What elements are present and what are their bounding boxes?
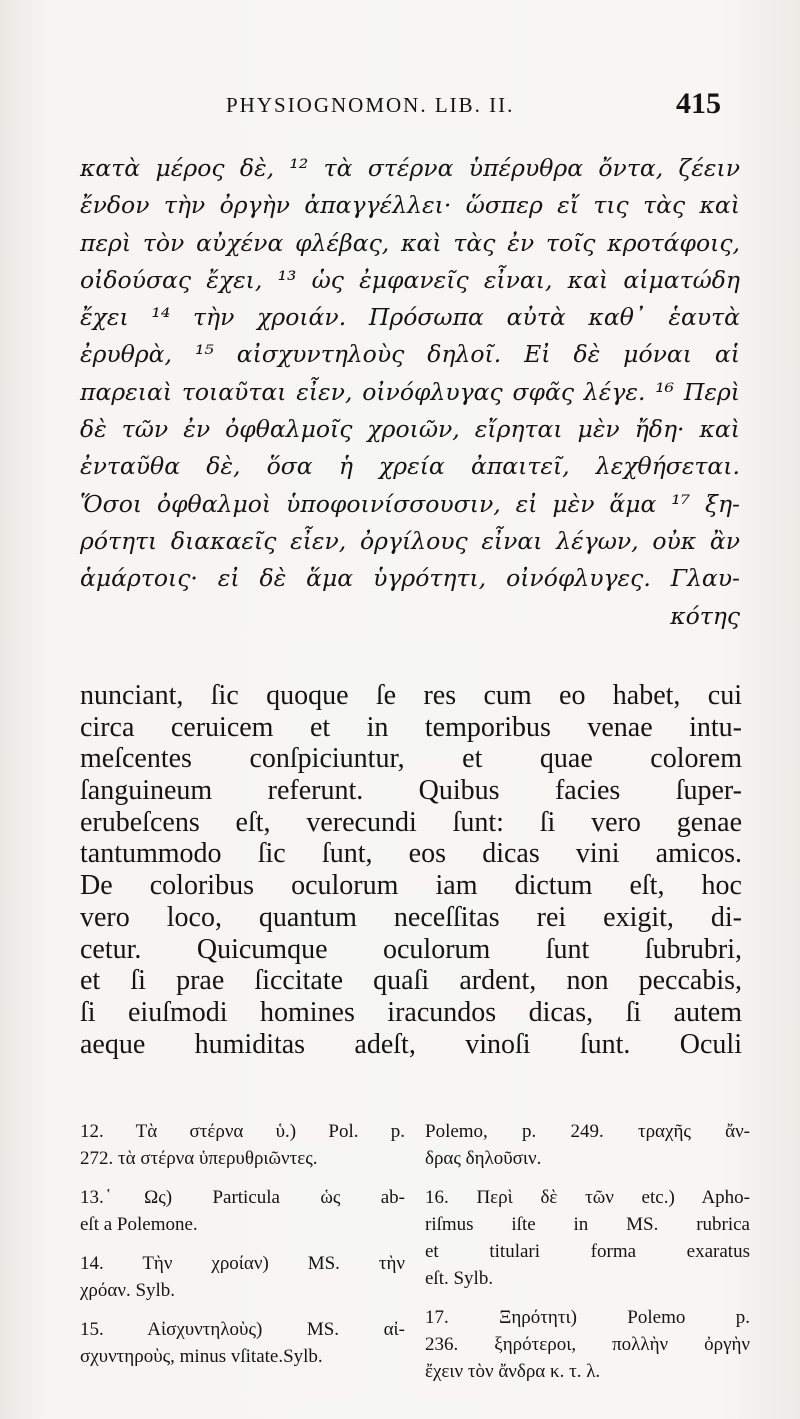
footnote-line: 16. Περὶ δὲ τῶν etc.) Apho-	[425, 1187, 750, 1208]
latin-text-line: nunciant, ſic quoque ſe res cum eo habet, cui	[80, 680, 742, 711]
footnote-line: 13. ̔Ως) Particula ὡς ab-	[80, 1187, 405, 1208]
footnote	[80, 1184, 405, 1238]
page-number: 415	[676, 87, 721, 120]
footnotes-left-column	[80, 1118, 405, 1382]
latin-text-line: meſcentes conſpiciuntur, et quae colorem	[80, 743, 742, 775]
greek-text-line: παρειαὶ τοιαῦται εἶεν, οἰνόφλυγας σφᾶς λέγε. ¹⁶ Περὶ	[80, 377, 740, 406]
footnote	[425, 1304, 750, 1385]
greek-text-block	[80, 150, 740, 635]
footnotes-right-column	[425, 1118, 750, 1397]
greek-text-line: ἁμάρτοις· εἰ δὲ ἅμα ὑγρότητι, οἰνόφλυγες. Γλαυ-	[80, 564, 740, 593]
latin-text-line: vero loco, quantum neceſſitas rei exigit, di-	[80, 901, 742, 933]
latin-text-line: De coloribus oculorum iam dictum eſt, hoc	[80, 870, 742, 902]
footnote	[80, 1250, 405, 1304]
latin-text-line: ſi eiuſmodi homines iracundos dicas, ſi autem	[80, 996, 742, 1028]
footnote-line: riſmus iſte in MS. rubrica	[425, 1214, 750, 1235]
footnote	[80, 1316, 405, 1370]
footnote-line: χρόαν. Sylb.	[80, 1280, 176, 1301]
footnote-line: 12. Τὰ στέρνα ὑ.) Pol. p.	[80, 1121, 405, 1142]
latin-text-block	[80, 680, 742, 1060]
footnote-line: eſt a Polemone.	[80, 1214, 198, 1235]
footnote-line: 17. Ξηρότητι) Polemo p.	[425, 1307, 750, 1328]
greek-text-line: ἔνδον τὴν ὀργὴν ἀπαγγέλλει· ὥσπερ εἴ τις τὰς καὶ	[80, 191, 740, 220]
footnote-line: 236. ξηρότεροι, πολλὴν ὀργὴν	[425, 1334, 750, 1355]
latin-text-line: circa ceruicem et in temporibus venae intu-	[80, 711, 742, 743]
latin-text-line: tantummodo ſic ſunt, eos dicas vini amicos.	[80, 838, 742, 870]
footnote	[80, 1118, 405, 1172]
latin-text-line: et ſi prae ſiccitate quaſi ardent, non peccabis,	[80, 965, 742, 997]
latin-text-line: cetur. Quicumque oculorum ſunt ſubrubri,	[80, 933, 742, 965]
greek-text-line: ἐρυθρὰ, ¹⁵ αἰσχυντηλοὺς δηλοῖ. Εἰ δὲ μόναι αἱ	[80, 340, 740, 369]
greek-text-line: κότης	[670, 601, 740, 630]
greek-text-line: οἰδούσας ἔχει, ¹³ ὡς ἐμφανεῖς εἶναι, καὶ αἱματώδη	[80, 265, 740, 294]
footnote-line: 14. Τὴν χροίαν) MS. τὴν	[80, 1253, 405, 1274]
footnote-line: 272. τὰ στέρνα ὑπερυθριῶντες.	[80, 1148, 318, 1169]
greek-text-line: ἔχει ¹⁴ τὴν χροιάν. Πρόσωπα αὐτὰ καθ᾽ ἑαυτὰ	[80, 303, 740, 332]
running-head-title: PHYSIOGNOMON. LIB. II.	[226, 93, 515, 117]
footnote-line: et titulari forma exaratus	[425, 1241, 750, 1262]
footnote-line: eſt. Sylb.	[425, 1268, 494, 1289]
greek-text-line: ρότητι διακαεῖς εἶεν, ὀργίλους εἶναι λέγων, οὐκ ἂν	[80, 526, 740, 555]
footnote-line: δρας δηλοῦσιν.	[425, 1148, 542, 1169]
latin-text-line: ſanguineum referunt. Quibus facies ſuper-	[80, 775, 742, 807]
footnote-line: Polemo, p. 249. τραχῆς ἄν-	[425, 1121, 750, 1142]
footnote	[425, 1184, 750, 1292]
greek-text-line: κατὰ μέρος δὲ, ¹² τὰ στέρνα ὑπέρυθρα ὄντα, ζέειν	[80, 154, 740, 182]
latin-text-line: erubeſcens eſt, verecundi ſunt: ſi vero genae	[80, 806, 742, 838]
greek-text-line: ἐνταῦθα δὲ, ὅσα ἡ χρεία ἀπαιτεῖ, λεχθήσεται.	[80, 452, 740, 481]
greek-text-line: Ὅσοι ὀφθαλμοὶ ὑποφοινίσσουσιν, εἰ μὲν ἅμα ¹⁷ ξη-	[80, 489, 740, 518]
greek-text-line: δὲ τῶν ἐν ὀφθαλμοῖς χροιῶν, εἴρηται μὲν ἤδη· καὶ	[80, 415, 740, 444]
footnote	[425, 1118, 750, 1172]
greek-text-line: περὶ τὸν αὐχένα φλέβας, καὶ τὰς ἐν τοῖς κροτάφοις,	[80, 228, 740, 257]
footnote-line: σχυντηροὺς, minus vſitate.Sylb.	[80, 1346, 323, 1367]
footnote-line: 15. Αἰσχυντηλοὺς) MS. αἰ-	[80, 1319, 405, 1340]
footnote-line: ἔχειν τὸν ἄνδρα κ. τ. λ.	[425, 1361, 601, 1382]
latin-text-line: aeque humiditas adeſt, vinoſi ſunt. Oculi	[80, 1028, 742, 1060]
